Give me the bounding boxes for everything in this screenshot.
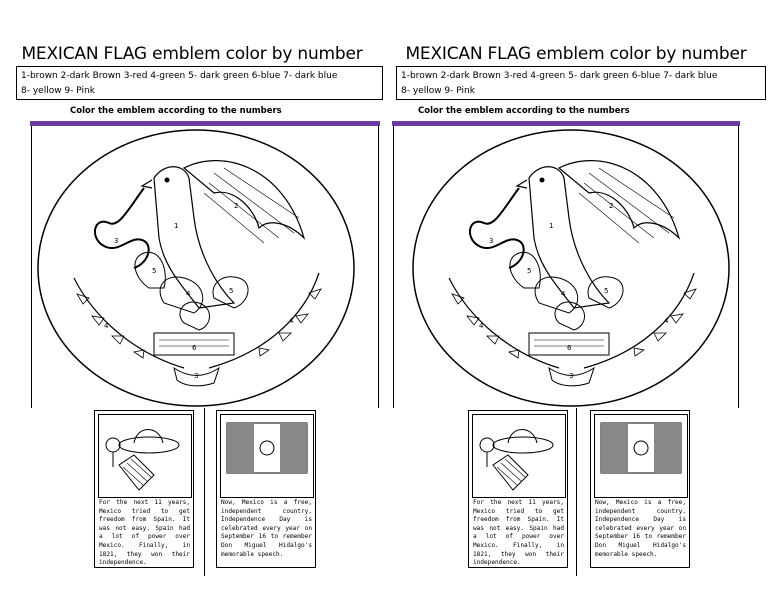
svg-text:5: 5 [152, 267, 157, 275]
color-legend [16, 66, 383, 100]
svg-text:2: 2 [234, 202, 239, 210]
accent-divider [392, 121, 740, 126]
eagle-emblem [34, 128, 358, 408]
frame-left-line [393, 126, 394, 408]
svg-text:3: 3 [114, 237, 119, 245]
svg-text:2: 2 [609, 202, 614, 210]
svg-text:5: 5 [229, 287, 234, 295]
color-legend [396, 66, 766, 100]
card-2-text: Now, Mexico is a free, independent country. Independence Day is celebrated every year on September 16 to remember Don Miguel Hidalgo's memorable speech. [221, 499, 312, 558]
svg-text:6: 6 [567, 344, 572, 352]
history-card-2 [590, 410, 690, 568]
instruction-text: Color the emblem according to the numbers [418, 106, 630, 116]
svg-text:3: 3 [194, 372, 199, 380]
card-divider [576, 408, 577, 576]
legend-line-1: 1-brown 2-dark Brown 3-red 4-green 5- dark green 6-blue 7- dark blue [21, 71, 338, 81]
card-1-text: For the next 11 years, Mexico tried to get freedom from Spain. It was not easy. Spain had a lot of power over Mexico. Finally, in 1821, they won their independence. [99, 499, 190, 567]
accent-divider [30, 121, 380, 126]
svg-text:5: 5 [604, 287, 609, 295]
frame-right-line [378, 126, 379, 408]
legend-line-1: 1-brown 2-dark Brown 3-red 4-green 5- dark green 6-blue 7- dark blue [401, 71, 718, 81]
worksheet-title: MEXICAN FLAG emblem color by number [405, 44, 747, 64]
svg-text:3: 3 [569, 372, 574, 380]
svg-text:1: 1 [549, 222, 554, 230]
svg-text:4: 4 [186, 290, 191, 298]
svg-text:1: 1 [174, 222, 179, 230]
legend-line-2: 8- yellow 9- Pink [21, 86, 95, 96]
frame-left-line [31, 126, 32, 408]
svg-text:3: 3 [489, 237, 494, 245]
svg-text:4: 4 [561, 290, 566, 298]
instruction-text: Color the emblem according to the numbers [70, 106, 282, 116]
sombrero-maracas-illustration [472, 414, 566, 498]
svg-text:4: 4 [289, 317, 294, 325]
mexican-flag-icon [594, 414, 688, 498]
card-divider [204, 408, 205, 576]
frame-right-line [738, 126, 739, 408]
eagle-emblem [409, 128, 733, 408]
svg-text:6: 6 [192, 344, 197, 352]
svg-text:5: 5 [527, 267, 532, 275]
card-1-text: For the next 11 years, Mexico tried to get freedom from Spain. It was not easy. Spain had a lot of power over Mexico. Finally, in 1821, they won their independence. [473, 499, 564, 567]
worksheet-title: MEXICAN FLAG emblem color by number [21, 44, 363, 64]
history-card-1 [468, 410, 568, 568]
sombrero-maracas-illustration [98, 414, 192, 498]
history-card-2 [216, 410, 316, 568]
mexican-flag-icon [220, 414, 314, 498]
svg-text:4: 4 [664, 317, 669, 325]
legend-line-2: 8- yellow 9- Pink [401, 86, 475, 96]
svg-text:4: 4 [104, 322, 109, 330]
svg-text:4: 4 [479, 322, 484, 330]
card-2-text: Now, Mexico is a free, independent country. Independence Day is celebrated every year on September 16 to remember Don Miguel Hidalgo's memorable speech. [595, 499, 686, 558]
history-card-1 [94, 410, 194, 568]
worksheet-panel-right [384, 0, 768, 594]
